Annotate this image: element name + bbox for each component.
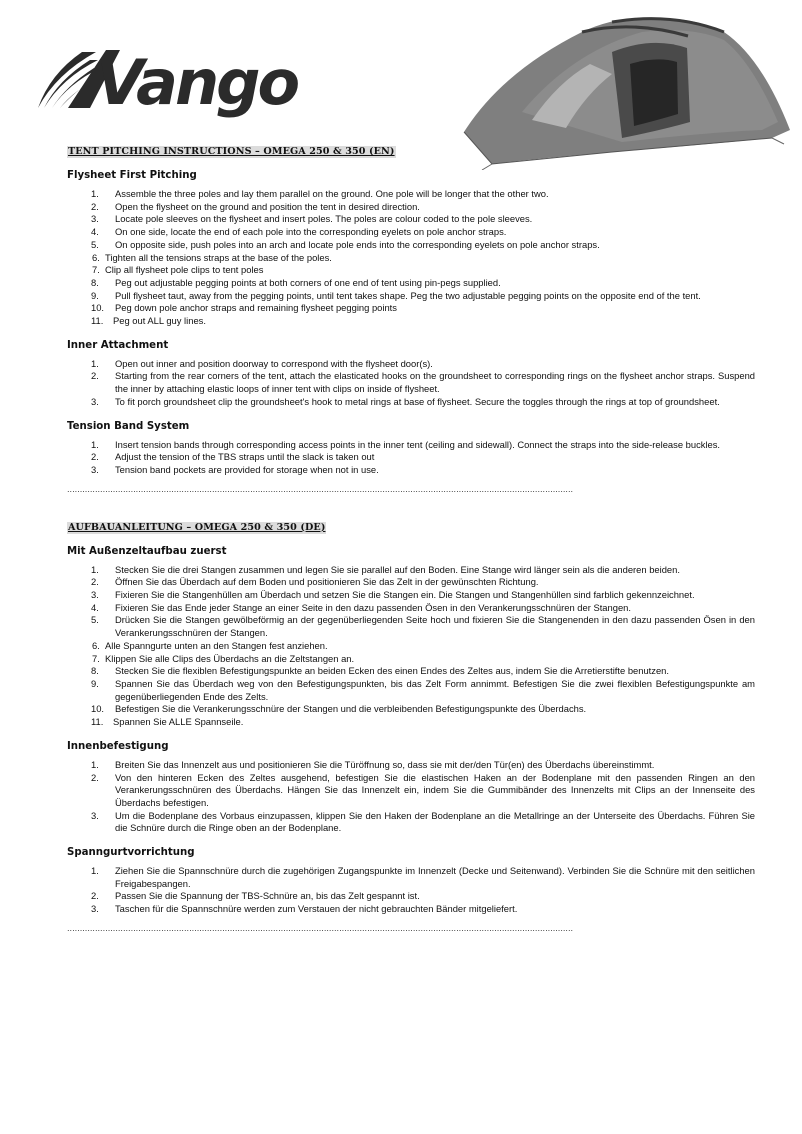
en-section-heading: Flysheet First Pitching [67,170,197,181]
list-item: 2. Starting from the rear corners of the tent, attach the elasticated hooks on the groundsheet to corresponding rings on the flysheet anchor straps. Suspend the inner by attaching elastic loops of inner tent with clips on inside of flysheet. [91,370,755,395]
de-section-heading: Mit Außenzeltaufbau zuerst [67,545,227,557]
list-item: 1. Stecken Sie die drei Stangen zusammen und legen Sie sie parallel auf den Boden. Eine Stange wird länger sein als die anderen beiden. [91,563,680,575]
instructions [67,139,755,934]
list-item: 3. Taschen für die Spannschnüre werden zum Verstauen der nicht gebrauchten Bänder mitgeliefert. [91,903,518,915]
list-item: 8. Peg out adjustable pegging points at both corners of one end of tent using pin-pegs supplied. [91,276,501,288]
en-block [67,139,755,495]
section-divider: ....................................................................................................................................................................................................... [67,923,574,933]
de-section-heading: Spanngurtvorrichtung [67,847,195,859]
list-item: 3. Tension band pockets are provided for storage when not in use. [91,463,379,475]
list-item: 11. Spannen Sie ALLE Spannseile. [91,716,244,728]
list-item: 2. Passen Sie die Spannung der TBS-Schnüre an, bis das Zelt gespannt ist. [91,890,420,902]
list-item: 11. Peg out ALL guy lines. [91,315,206,327]
logo-wordmark: Vango [96,46,298,119]
list-item: 2. Von den hinteren Ecken des Zeltes ausgehend, befestigen Sie die elastischen Haken an der Bodenplane mit den passenden Ringen an den Verankerungsschnüren des Überdachs. Hängen Sie das Innenzelt ein, indem Sie die Gummibänder des Innenzelts mit Clips an der Innenseite des Überdachs befestigen. [91,771,755,808]
list-item: 3. Locate pole sleeves on the flysheet and insert poles. The poles are colour coded to the pole sleeves. [91,213,533,225]
list-item: 4. Fixieren Sie das Ende jeder Stange an einer Seite in den dazu passenden Ösen in den Verankerungsschnüren der Stangen. [91,601,631,613]
list-item: 2. Öffnen Sie das Überdach auf dem Boden und positionieren Sie das Zelt in der gewünschten Richtung. [91,576,539,588]
list-item: 10. Peg down pole anchor straps and remaining flysheet pegging points [91,302,397,314]
list-item: 1. Breiten Sie das Innenzelt aus und positionieren Sie die Türöffnung so, dass sie mit der/den Tür(en) des Überdachs übereinstimmt. [91,758,655,770]
list-item: 4. On one side, locate the end of each pole into the corresponding eyelets on pole anchor straps. [91,226,507,238]
en-inner-list [67,358,755,409]
en-tension-list [67,439,755,477]
de-section-heading: Innenbefestigung [67,740,169,752]
list-item: 7. Klippen Sie alle Clips des Überdachs an die Zeltstangen an. [92,652,355,664]
de-tension-list [67,865,755,916]
list-item: 7. Clip all flysheet pole clips to tent poles [92,264,264,276]
section-divider: ....................................................................................................................................................................................................... [67,484,574,494]
vango-logo [36,44,308,120]
en-title: TENT PITCHING INSTRUCTIONS – OMEGA 250 & 350 (EN) [68,146,395,157]
de-block [67,515,755,934]
list-item: 6. Alle Spanngurte unten an den Stangen fest anziehen. [92,639,328,651]
list-item: 10. Befestigen Sie die Verankerungsschnüre der Stangen und die verbleibenden Befestigungspunkte des Überdachs. [91,703,587,715]
list-item: 2. Open the flysheet on the ground and position the tent in desired direction. [91,200,420,212]
list-item: 1. Assemble the three poles and lay them parallel on the ground. One pole will be longer that the other two. [91,188,549,199]
en-section-heading: Tension Band System [67,420,190,432]
list-item: 8. Stecken Sie die flexiblen Befestigungspunkte an beiden Ecken des einen Endes des Zeltes aus, indem Sie die Arretierstifte benutzen. [91,665,669,677]
de-title: AUFBAUANLEITUNG – OMEGA 250 & 350 (DE) [68,521,326,533]
en-flysheet-list [67,188,755,328]
list-item: 9. Pull flysheet taut, away from the pegging points, until tent takes shape. Peg the two adjustable pegging points on the opposite end of the tent. [91,289,701,301]
list-item: 1. Insert tension bands through corresponding access points in the inner tent (ceiling and sidewall). Connect the straps into the side-release buckles. [91,438,721,450]
list-item: 5. Drücken Sie die Stangen gewölbeförmig an der gegenüberliegenden Seite hoch und fixieren Sie die Stangenenden in den dazu passenden Ösen in den Verankerungsschnüren der Stangen. [91,614,755,639]
spacer [67,495,755,515]
list-item: 6. Tighten all the tensions straps at the base of the poles. [92,251,332,263]
list-item: 1. Ziehen Sie die Spannschnüre durch die zugehörigen Zugangspunkte im Innenzelt (Decke und Seitenwand). Verbinden Sie die Schnüre mit den seitlichen Freigabespangen. [91,865,755,889]
list-item: 5. On opposite side, push poles into an arch and locate pole ends into the corresponding eyelets on pole anchor straps. [91,238,600,250]
list-item: 1. Open out inner and position doorway to correspond with the flysheet door(s). [91,357,433,369]
list-item: 3. To fit porch groundsheet clip the groundsheet's hook to metal rings at base of flysheet. Secure the toggles through the rings at top of groundsheet. [91,395,720,407]
de-flysheet-list [67,564,755,729]
en-section-heading: Inner Attachment [67,339,169,351]
de-inner-list [67,759,755,835]
list-item: 3. Fixieren Sie die Stangenhüllen am Überdach und setzen Sie die Stangen ein. Die Stangen und Stangenhüllen sind farblich gekennzeichnet. [91,589,695,601]
list-item: 2. Adjust the tension of the TBS straps until the slack is taken out [91,451,375,463]
list-item: 9. Spannen Sie das Überdach weg von den Befestigungspunkten, bis das Zelt Form annimmt. Befestigen Sie die zwei flexiblen Befestigungspunkte am gegenüberliegenden Ende des Zelts. [91,677,755,702]
list-item: 3. Um die Bodenplane des Vorbaus einzupassen, klippen Sie den Haken der Bodenplane an die Metallringe an der Unterseite des Überdachs. Führen Sie die Schnüre durch die Ringe oben an der Bodenplane. [91,809,755,834]
